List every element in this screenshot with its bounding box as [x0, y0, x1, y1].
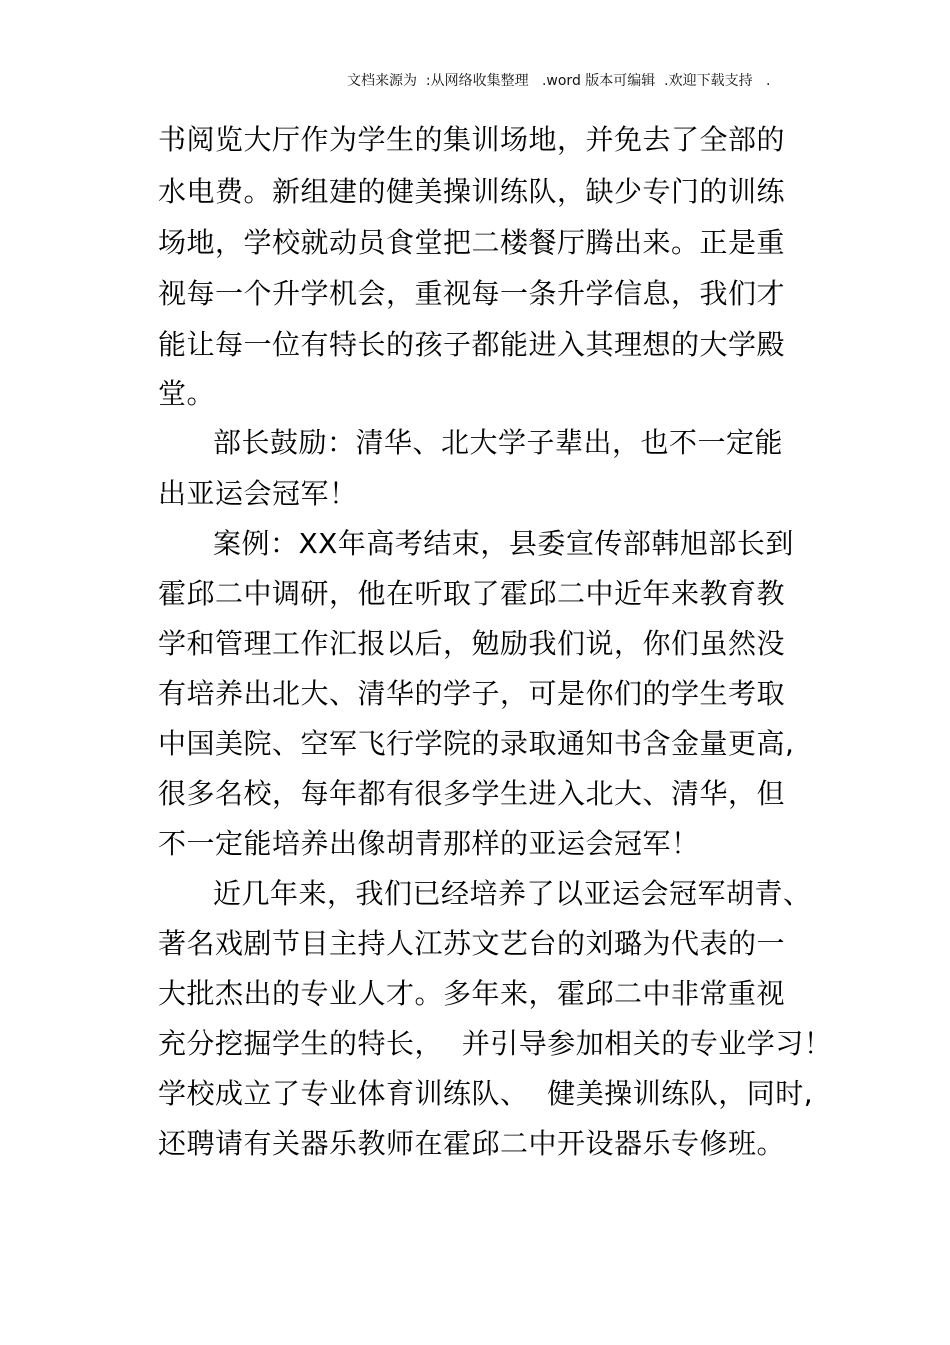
body-line: 很多名校，每年都有很多学生进入北大、清华，但 — [158, 777, 786, 810]
body-line: 学和管理工作汇报以后，勉励我们说，你们虽然没 — [158, 627, 786, 660]
body-line: 水电费。新组建的健美操训练队，缺少专门的训练 — [158, 175, 786, 208]
body-line: 视每一个升学机会，重视每一条升学信息，我们才 — [158, 277, 786, 310]
body-line: 能让每一位有特长的孩子都能进入其理想的大学殿 — [158, 328, 786, 361]
body-line: 大批杰出的专业人才。多年来，霍邱二中非常重视 — [158, 977, 786, 1010]
body-line: 部长鼓励：清华、北大学子辈出，也不一定能 — [213, 426, 784, 459]
body-line: 霍邱二中调研，他在听取了霍邱二中近年来教育教 — [158, 577, 786, 610]
page-header: 文档来源为 :从网络收集整理 .word 版本可编辑 .欢迎下载支持 . — [347, 73, 771, 89]
body-line: 堂。 — [158, 377, 216, 410]
body-line: 书阅览大厅作为学生的集训场地，并免去了全部的 — [158, 123, 786, 156]
body-line: 出亚运会冠军！ — [158, 477, 358, 510]
body-line: 还聘请有关器乐教师在霍邱二中开设器乐专修班。 — [158, 1127, 786, 1160]
body-line: 场地，学校就动员食堂把二楼餐厅腾出来。正是重 — [158, 226, 786, 259]
body-line: 著名戏剧节目主持人江苏文艺台的刘璐为代表的一 — [158, 927, 786, 960]
body-line: 案例：XX年高考结束，县委宣传部韩旭部长到 — [213, 527, 794, 560]
body-line: 近几年来，我们已经培养了以亚运会冠军胡青、 — [213, 877, 812, 910]
body-line: 中国美院、空军飞行学院的录取通知书含金量更高, — [158, 727, 795, 760]
body-line: 有培养出北大、清华的学子，可是你们的学生考取 — [158, 677, 786, 710]
body-line: 不一定能培养出像胡青那样的亚运会冠军！ — [158, 827, 700, 860]
body-line: 充分挖掘学生的特长， 并引导参加相关的专业学习！ — [158, 1027, 833, 1060]
body-line: 学校成立了专业体育训练队、 健美操训练队，同时, — [158, 1077, 814, 1110]
